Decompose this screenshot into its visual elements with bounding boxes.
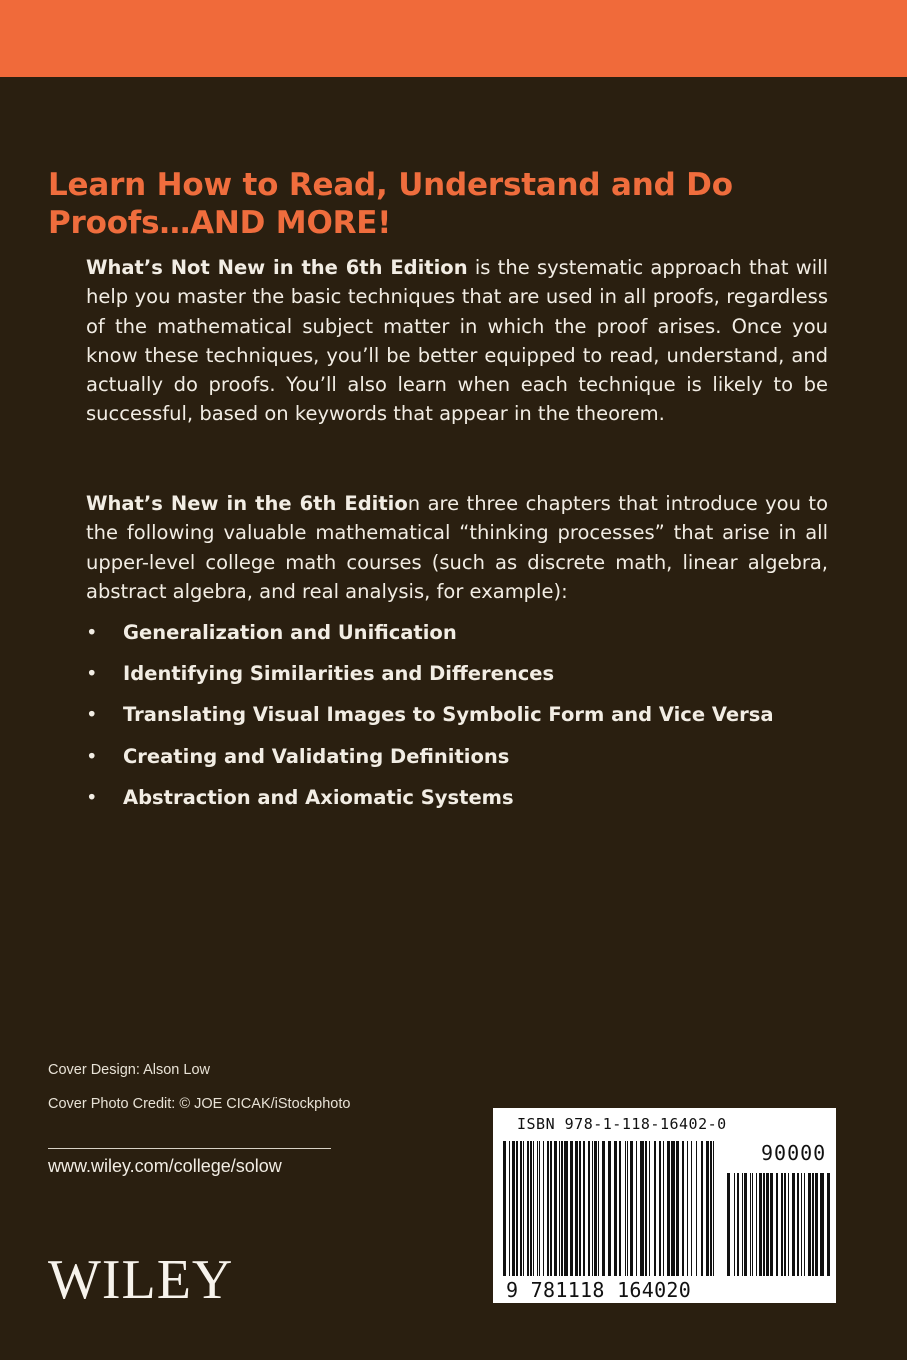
- paragraph-whats-new: [86, 489, 828, 606]
- list-item: [86, 658, 846, 699]
- top-color-band: [0, 0, 907, 77]
- paragraph-1-text: is the systematic approach that will help you master the basic techniques that are used in all proofs, regardless of the mathematical subject matter in which the proof arises. Once you know these techniques, you’ll be better equipped to read, understand, and actually do proofs. You’ll also learn when each technique is likely to be successful, based on keywords that appear in the theorem.: [86, 256, 829, 426]
- bullet-icon: •: [86, 621, 98, 644]
- isbn-label: ISBN 978-1-118-16402-0: [517, 1115, 727, 1133]
- bullet-icon: •: [86, 662, 98, 686]
- divider: [48, 1148, 331, 1149]
- paragraph-2-text: n are three chapters that introduce you to the following valuable mathematical “thinking processes” that arise in all upper-level college math courses (such as discrete math, linear algebra, abstract algebra, and real analysis, for example):: [86, 492, 828, 603]
- headline-line-1: Learn How to Read, Understand and Do: [48, 167, 733, 203]
- list-item: [86, 699, 846, 740]
- list-item: [86, 617, 846, 658]
- cover-design-credit: Cover Design: Alson Low: [48, 1062, 210, 1078]
- list-item-label: Translating Visual Images to Symbolic Form and Vice Versa: [123, 703, 774, 727]
- paragraph-2-lead: What’s New in the 6th Editio: [86, 492, 408, 515]
- paragraph-1-lead: What’s Not New in the 6th Edition: [86, 256, 468, 279]
- wiley-logo: WILEY: [48, 1249, 234, 1311]
- barcode-bars-icon: [493, 1108, 836, 1303]
- bullet-icon: •: [86, 785, 98, 809]
- list-item-label: Generalization and Unification: [123, 621, 457, 644]
- headline: [48, 166, 868, 242]
- isbn-barcode: [493, 1108, 836, 1303]
- list-item: [86, 741, 846, 782]
- list-item: [86, 782, 846, 823]
- cover-photo-credit: Cover Photo Credit: © JOE CICAK/iStockphoto: [48, 1096, 351, 1112]
- ean-digits: 9 781118 164020: [506, 1278, 692, 1302]
- list-item-label: Creating and Validating Definitions: [123, 744, 510, 768]
- paragraph-whats-not-new: [86, 253, 828, 429]
- bullet-icon: •: [86, 744, 98, 768]
- thinking-process-list: [86, 617, 846, 823]
- website-link[interactable]: www.wiley.com/college/solow: [48, 1156, 282, 1176]
- bullet-icon: •: [86, 703, 98, 727]
- list-item-label: Identifying Similarities and Differences: [123, 662, 555, 686]
- list-item-label: Abstraction and Axiomatic Systems: [123, 785, 514, 809]
- headline-line-2: Proofs…AND MORE!: [48, 205, 392, 241]
- price-code: 90000: [761, 1141, 827, 1165]
